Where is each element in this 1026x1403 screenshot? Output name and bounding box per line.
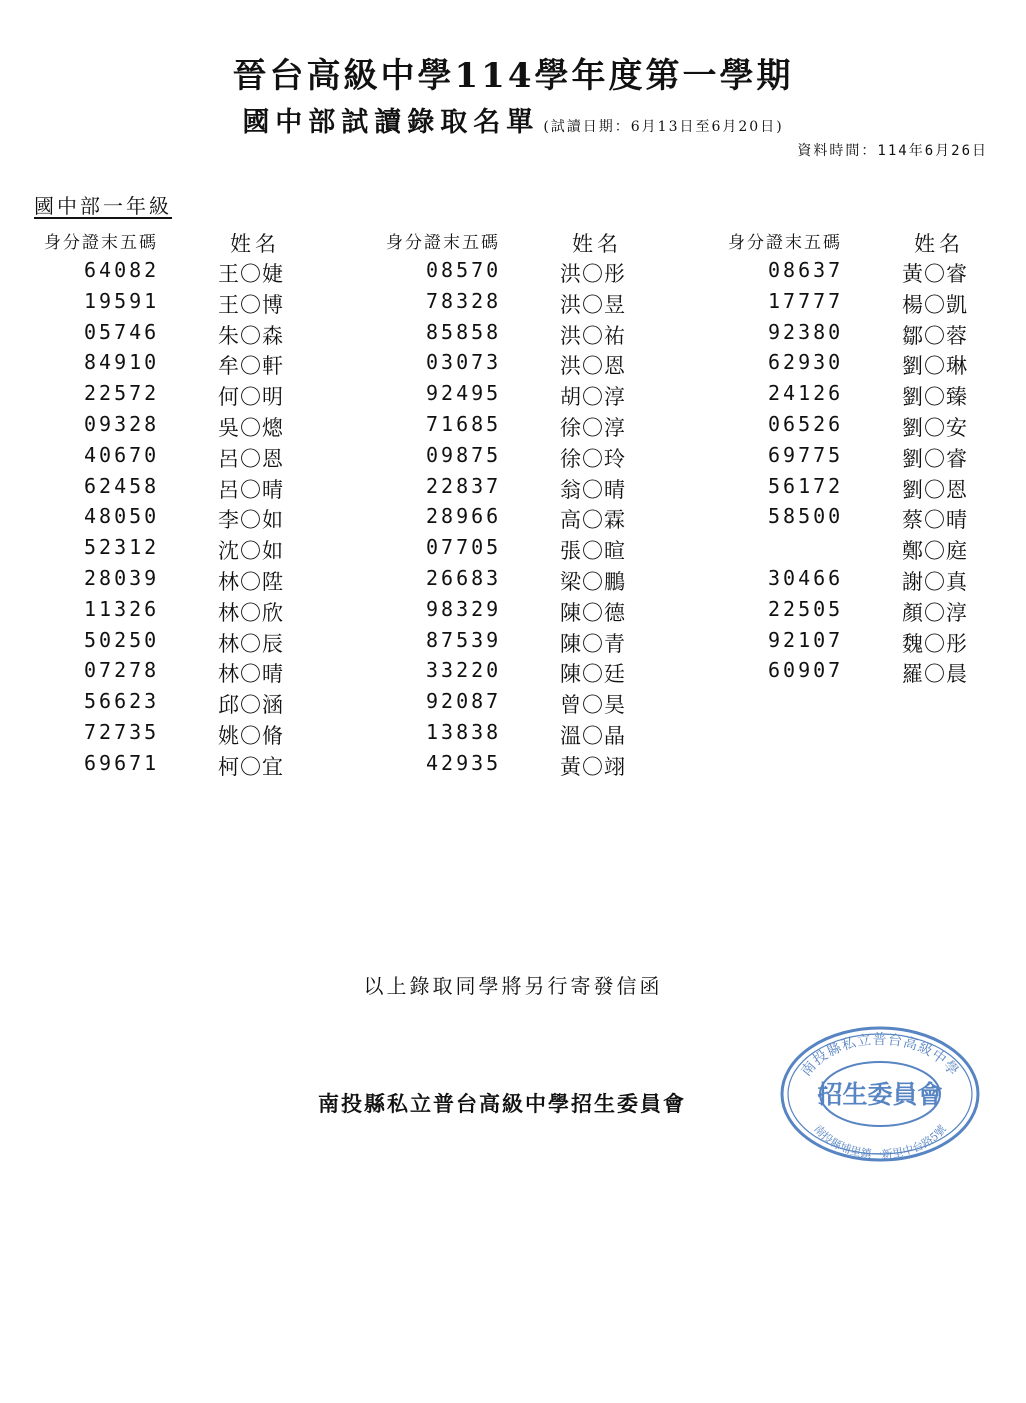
id-last-five: 17777 — [768, 288, 844, 313]
student-name: 何〇明 — [218, 385, 284, 410]
student-name: 陳〇廷 — [560, 662, 626, 687]
student-name: 吳〇熜 — [218, 415, 284, 440]
student-name: 洪〇恩 — [560, 354, 626, 379]
section-heading: 國中部一年級 — [34, 194, 172, 218]
id-last-five: 22505 — [768, 596, 844, 621]
id-last-five: 03073 — [426, 350, 502, 375]
list-column-1 — [44, 228, 334, 780]
header-name: 姓名 — [230, 232, 280, 256]
student-name: 翁〇晴 — [560, 477, 626, 502]
id-last-five: 69775 — [768, 442, 844, 467]
list-item — [386, 595, 676, 626]
list-item — [386, 564, 676, 595]
seal-bottom-text: 南投縣埔里鎮一新里中台路5號 — [811, 1122, 949, 1162]
list-item — [386, 441, 676, 472]
list-item — [44, 656, 334, 687]
list-item — [386, 718, 676, 749]
id-last-five: 64082 — [84, 258, 160, 282]
id-last-five: 50250 — [84, 627, 160, 652]
id-last-five: 60907 — [768, 658, 844, 683]
student-name: 曾〇昊 — [560, 693, 626, 718]
id-last-five: 13838 — [426, 719, 502, 744]
student-name: 高〇霖 — [560, 508, 626, 533]
list-item — [386, 749, 676, 780]
id-last-five: 24126 — [768, 381, 844, 406]
list-item — [386, 410, 676, 441]
student-name: 林〇欣 — [218, 600, 284, 625]
list-item — [728, 441, 1018, 472]
id-last-five: 92107 — [768, 627, 844, 652]
page-title: 晉台高級中學114學年度第一學期 — [232, 56, 794, 96]
student-name: 劉〇睿 — [902, 446, 968, 471]
student-name: 呂〇晴 — [218, 477, 284, 502]
list-item — [386, 687, 676, 718]
list-item — [44, 718, 334, 749]
list-item — [386, 533, 676, 564]
id-last-five: 06526 — [768, 411, 844, 436]
id-last-five: 07278 — [84, 658, 160, 683]
id-last-five: 07705 — [426, 535, 502, 560]
student-name: 姚〇脩 — [218, 723, 284, 748]
student-name: 謝〇真 — [902, 569, 968, 594]
id-last-five: 58500 — [768, 504, 844, 529]
student-name: 梁〇鵬 — [560, 569, 626, 594]
list-item — [728, 564, 1018, 595]
student-name: 劉〇恩 — [902, 477, 968, 502]
student-name: 劉〇安 — [902, 415, 968, 440]
id-last-five: 71685 — [426, 411, 502, 436]
student-name: 林〇辰 — [218, 631, 284, 656]
data-time: 資料時間：114年6月26日 — [797, 143, 988, 159]
column-header — [728, 228, 1018, 256]
id-last-five: 11326 — [84, 596, 160, 621]
list-item — [728, 256, 1018, 287]
student-name: 劉〇臻 — [902, 385, 968, 410]
list-item — [728, 287, 1018, 318]
id-last-five: 62458 — [84, 473, 160, 498]
id-last-five: 56172 — [768, 473, 844, 498]
student-name: 劉〇琳 — [902, 354, 968, 379]
list-item — [386, 502, 676, 533]
student-name: 胡〇淳 — [560, 385, 626, 410]
student-name: 張〇暄 — [560, 539, 626, 564]
list-item — [44, 379, 334, 410]
id-last-five: 28039 — [84, 565, 160, 590]
student-name: 羅〇晨 — [902, 662, 968, 687]
list-item — [386, 287, 676, 318]
list-item — [44, 502, 334, 533]
id-last-five: 42935 — [426, 750, 502, 775]
student-name: 洪〇祐 — [560, 323, 626, 348]
committee-signature: 南投縣私立普台高級中學招生委員會 — [318, 1091, 686, 1116]
id-last-five: 92495 — [426, 381, 502, 406]
id-last-five: 28966 — [426, 504, 502, 529]
student-name: 呂〇恩 — [218, 446, 284, 471]
list-item — [386, 348, 676, 379]
list-item — [728, 318, 1018, 349]
list-item — [386, 472, 676, 503]
list-item — [386, 256, 676, 287]
id-last-five: 62930 — [768, 350, 844, 375]
student-name: 徐〇淳 — [560, 415, 626, 440]
list-item — [386, 626, 676, 657]
column-header — [44, 228, 334, 256]
id-last-five: 05746 — [84, 319, 160, 344]
id-last-five: 56623 — [84, 689, 160, 714]
list-item — [44, 441, 334, 472]
list-item — [44, 318, 334, 349]
column-header — [386, 228, 676, 256]
header-id: 身分證末五碼 — [44, 233, 158, 253]
id-last-five: 87539 — [426, 627, 502, 652]
student-name: 陳〇德 — [560, 600, 626, 625]
student-name: 洪〇昱 — [560, 292, 626, 317]
trial-date-note: (試讀日期：6月13日至6月20日) — [543, 119, 784, 135]
list-item — [44, 533, 334, 564]
student-name: 鄭〇庭 — [902, 539, 968, 564]
id-last-five: 08570 — [426, 258, 502, 282]
list-item — [44, 410, 334, 441]
id-last-five: 92380 — [768, 319, 844, 344]
svg-text:南投縣埔里鎮一新里中台路5號 — [811, 1122, 949, 1161]
id-last-five: 48050 — [84, 504, 160, 529]
student-name: 邱〇涵 — [218, 693, 284, 718]
list-column-2 — [386, 228, 676, 780]
student-name: 王〇婕 — [218, 262, 284, 286]
list-item — [728, 626, 1018, 657]
list-item — [44, 749, 334, 780]
list-item — [386, 656, 676, 687]
student-name: 魏〇彤 — [902, 631, 968, 656]
list-item — [44, 256, 334, 287]
id-last-five: 26683 — [426, 565, 502, 590]
id-last-five: 09875 — [426, 442, 502, 467]
student-name: 陳〇青 — [560, 631, 626, 656]
student-name: 沈〇如 — [218, 539, 284, 564]
student-name: 蔡〇晴 — [902, 508, 968, 533]
list-item — [728, 472, 1018, 503]
student-name: 柯〇宜 — [218, 754, 284, 779]
student-name: 李〇如 — [218, 508, 284, 533]
id-last-five: 78328 — [426, 288, 502, 313]
student-name: 林〇陞 — [218, 569, 284, 594]
id-last-five: 72735 — [84, 719, 160, 744]
list-item — [44, 626, 334, 657]
id-last-five: 08637 — [768, 258, 844, 282]
footer-note: 以上錄取同學將另行寄發信函 — [363, 974, 663, 998]
page-subtitle: 國中部試讀錄取名單 — [242, 107, 540, 138]
list-item — [728, 410, 1018, 441]
id-last-five: 22837 — [426, 473, 502, 498]
list-item — [386, 318, 676, 349]
student-name: 溫〇晶 — [560, 723, 626, 748]
student-name: 牟〇軒 — [218, 354, 284, 379]
id-last-five: 40670 — [84, 442, 160, 467]
list-item — [44, 564, 334, 595]
id-last-five: 69671 — [84, 750, 160, 775]
id-last-five: 09328 — [84, 411, 160, 436]
id-last-five: 98329 — [426, 596, 502, 621]
id-last-five: 92087 — [426, 689, 502, 714]
header-name: 姓名 — [572, 232, 622, 256]
student-name: 黃〇睿 — [902, 262, 968, 286]
id-last-five: 52312 — [84, 535, 160, 560]
student-name: 楊〇凱 — [902, 292, 968, 317]
list-item — [728, 502, 1018, 533]
id-last-five: 85858 — [426, 319, 502, 344]
seal-center-text: 招生委員會 — [817, 1080, 943, 1109]
seal-top-text: 南投縣私立普台高級中學 — [798, 1032, 962, 1080]
list-item — [44, 287, 334, 318]
list-item — [728, 379, 1018, 410]
id-last-five: 84910 — [84, 350, 160, 375]
list-item — [728, 348, 1018, 379]
id-last-five: 33220 — [426, 658, 502, 683]
list-item — [728, 656, 1018, 687]
student-name: 洪〇彤 — [560, 262, 626, 286]
subtitle-row — [0, 100, 1026, 139]
student-name: 顏〇淳 — [902, 600, 968, 625]
id-last-five: 30466 — [768, 565, 844, 590]
header-id: 身分證末五碼 — [728, 233, 842, 253]
student-name: 林〇晴 — [218, 662, 284, 687]
list-item — [44, 595, 334, 626]
list-item — [44, 472, 334, 503]
list-column-3 — [728, 228, 1018, 687]
student-name: 黃〇翊 — [560, 754, 626, 779]
list-item — [728, 533, 1018, 564]
student-name: 徐〇玲 — [560, 446, 626, 471]
student-name: 朱〇森 — [218, 323, 284, 348]
list-item — [728, 595, 1018, 626]
list-item — [44, 348, 334, 379]
list-item — [44, 687, 334, 718]
header-name: 姓名 — [914, 232, 964, 256]
student-name: 王〇博 — [218, 292, 284, 317]
header-id: 身分證末五碼 — [386, 233, 500, 253]
id-last-five: 22572 — [84, 381, 160, 406]
list-item — [386, 379, 676, 410]
id-last-five: 19591 — [84, 288, 160, 313]
student-name: 鄒〇蓉 — [902, 323, 968, 348]
seal-stamp-icon — [778, 1024, 982, 1164]
